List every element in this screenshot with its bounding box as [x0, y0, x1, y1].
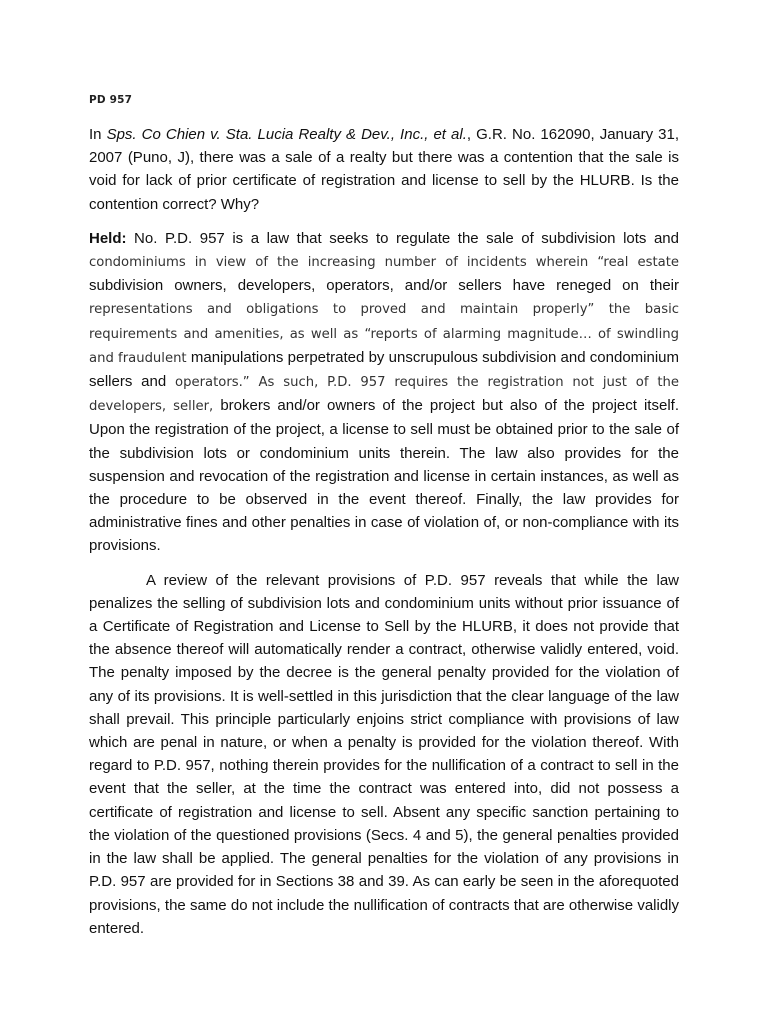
question-intro: In — [89, 126, 107, 143]
held-segment-7: brokers and/or owners of the project but also of the project itself. Upon the registration of the project, a license to sell must be obtained prior to the sale of the subdivision lots or condominium units therein. The law also provides for the suspension and revocation of the registration and license in certain instances, as well as the procedure to be observed in the event thereof. Finally, the law provides for administrative fines and other penalties in case of violation of, or non-compliance with its provisions. — [89, 397, 679, 555]
held-segment-5: manipulations perpetrated by unscrupulous subdivision and condominium sellers and — [89, 348, 680, 391]
case-title: Sps. Co Chien v. Sta. Lucia Realty & Dev., Inc., et al. — [106, 126, 467, 143]
review-paragraph: A review of the relevant provisions of P.D. 957 reveals that while the law penalizes the selling of subdivision lots and condominium units without prior issuance of a Certificate of Registration and License to Sell by the HLURB, it does not provide that the absence thereof will automatically render a contract, otherwise validly entered, void. The penalty imposed by the decree is the general penalty provided for the violation of any of its provisions. It is well-settled in this jurisdiction that the clear language of the law shall prevail. This principle particularly enjoins strict compliance with provisions of law which are penal in nature, or when a penalty is provided for the violation thereof. With regard to P.D. 957, nothing therein provides for the nullification of a contract to sell in the event that the seller, at the time the contract was entered into, did not possess a certificate of registration and license to sell. Absent any specific sanction pertaining to the violation of the questioned provisions (Secs. 4 and 5), the general penalties provided in the law shall be applied. The general penalties for the violation of any provisions in P.D. 957 are provided for in Sections 38 and 39. As can early be seen in the aforequoted provisions, the same do not include the nullification of contracts that are otherwise validly entered. — [89, 571, 679, 937]
held-label: Held: — [89, 229, 127, 247]
document-body — [89, 123, 679, 940]
document-heading: PD 957 — [89, 94, 133, 106]
held-segment-3: subdivision owners, developers, operators, and/or sellers have reneged on their — [89, 277, 679, 295]
held-segment-6: operators.” As such, P.D. 957 requires the registration not just of the developers, seller, — [89, 375, 679, 415]
question-paragraph — [89, 123, 679, 216]
question-text: , G.R. No. 162090, January 31, 2007 (Puno, J), there was a sale of a realty but there was a contention that the sale is void for lack of prior certificate of registration and license to sell by the HLURB. Is the contention correct? Why? — [89, 126, 679, 213]
held-paragraph — [89, 227, 679, 558]
held-segment-1: No. P.D. 957 is a law that seeks to regulate the sale of subdivision lots and — [126, 229, 679, 247]
held-segment-2: condominiums in view of the increasing number of incidents wherein “real estate — [89, 255, 679, 271]
held-segment-4: representations and obligations to proved and maintain properly” the basic requirements and amenities, as well as “reports of alarming magnitude… of swindling and fraudulent — [89, 302, 679, 366]
